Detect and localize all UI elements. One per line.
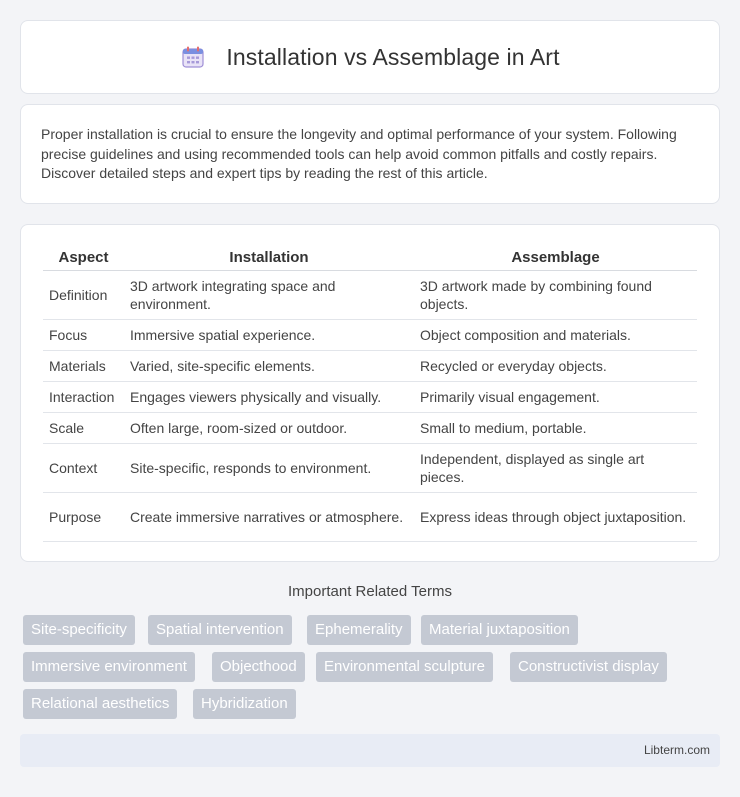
table-row — [43, 271, 697, 320]
comparison-table-card — [20, 224, 720, 562]
table-row — [43, 351, 697, 382]
cell-aspect: Definition — [43, 271, 124, 320]
cell-installation: Create immersive narratives or atmosphere. — [124, 493, 414, 542]
cell-installation: 3D artwork integrating space and environment. — [124, 271, 414, 320]
footer — [20, 734, 720, 767]
tag-spatial-intervention[interactable]: Spatial intervention — [148, 615, 292, 645]
cell-installation: Immersive spatial experience. — [124, 320, 414, 351]
intro-text: Proper installation is crucial to ensure the longevity and optimal performance of your system. Following precise guidelines and using recommended tools can help avoid common pitfalls and costly repairs. Discover detailed steps and expert tips by reading the rest of this article. — [41, 126, 677, 181]
table-row — [43, 413, 697, 444]
tag-immersive-environment[interactable]: Immersive environment — [23, 652, 195, 682]
cell-assemblage: Object composition and materials. — [414, 320, 697, 351]
page-title: Installation vs Assemblage in Art — [226, 43, 560, 70]
tag-material-juxtaposition[interactable]: Material juxtaposition — [421, 615, 578, 645]
tag-ephemerality[interactable]: Ephemerality — [307, 615, 411, 645]
table-row — [43, 320, 697, 351]
cell-aspect: Materials — [43, 351, 124, 382]
cell-aspect: Scale — [43, 413, 124, 444]
cell-assemblage: Express ideas through object juxtaposition. — [414, 493, 697, 542]
tag-environmental-sculpture[interactable]: Environmental sculpture — [316, 652, 493, 682]
cell-installation: Engages viewers physically and visually. — [124, 382, 414, 413]
cell-aspect: Purpose — [43, 493, 124, 542]
tag-objecthood[interactable]: Objecthood — [212, 652, 305, 682]
cell-assemblage: Small to medium, portable. — [414, 413, 697, 444]
cell-assemblage: Primarily visual engagement. — [414, 382, 697, 413]
tag-site-specificity[interactable]: Site-specificity — [23, 615, 135, 645]
cell-aspect: Context — [43, 444, 124, 493]
related-terms-title: Important Related Terms — [288, 583, 452, 600]
calendar-icon — [180, 44, 206, 70]
tag-constructivist-display[interactable]: Constructivist display — [510, 652, 667, 682]
cell-installation: Site-specific, responds to environment. — [124, 444, 414, 493]
header-installation: Installation — [124, 245, 414, 271]
header-assemblage: Assemblage — [414, 245, 697, 271]
cell-installation: Often large, room-sized or outdoor. — [124, 413, 414, 444]
header-aspect: Aspect — [43, 245, 124, 271]
intro-card — [20, 104, 720, 204]
title-card — [20, 20, 720, 94]
table-row — [43, 382, 697, 413]
table-row — [43, 493, 697, 542]
table-header-row — [43, 245, 697, 271]
table-row — [43, 444, 697, 493]
footer-brand[interactable]: Libterm.com — [643, 743, 710, 757]
cell-assemblage: 3D artwork made by combining found objects. — [414, 271, 697, 320]
tag-relational-aesthetics[interactable]: Relational aesthetics — [23, 689, 177, 719]
cell-aspect: Focus — [43, 320, 124, 351]
cell-installation: Varied, site-specific elements. — [124, 351, 414, 382]
cell-aspect: Interaction — [43, 382, 124, 413]
cell-assemblage: Recycled or everyday objects. — [414, 351, 697, 382]
comparison-table — [43, 245, 697, 542]
tag-hybridization[interactable]: Hybridization — [193, 689, 296, 719]
cell-assemblage: Independent, displayed as single art pieces. — [414, 444, 697, 493]
